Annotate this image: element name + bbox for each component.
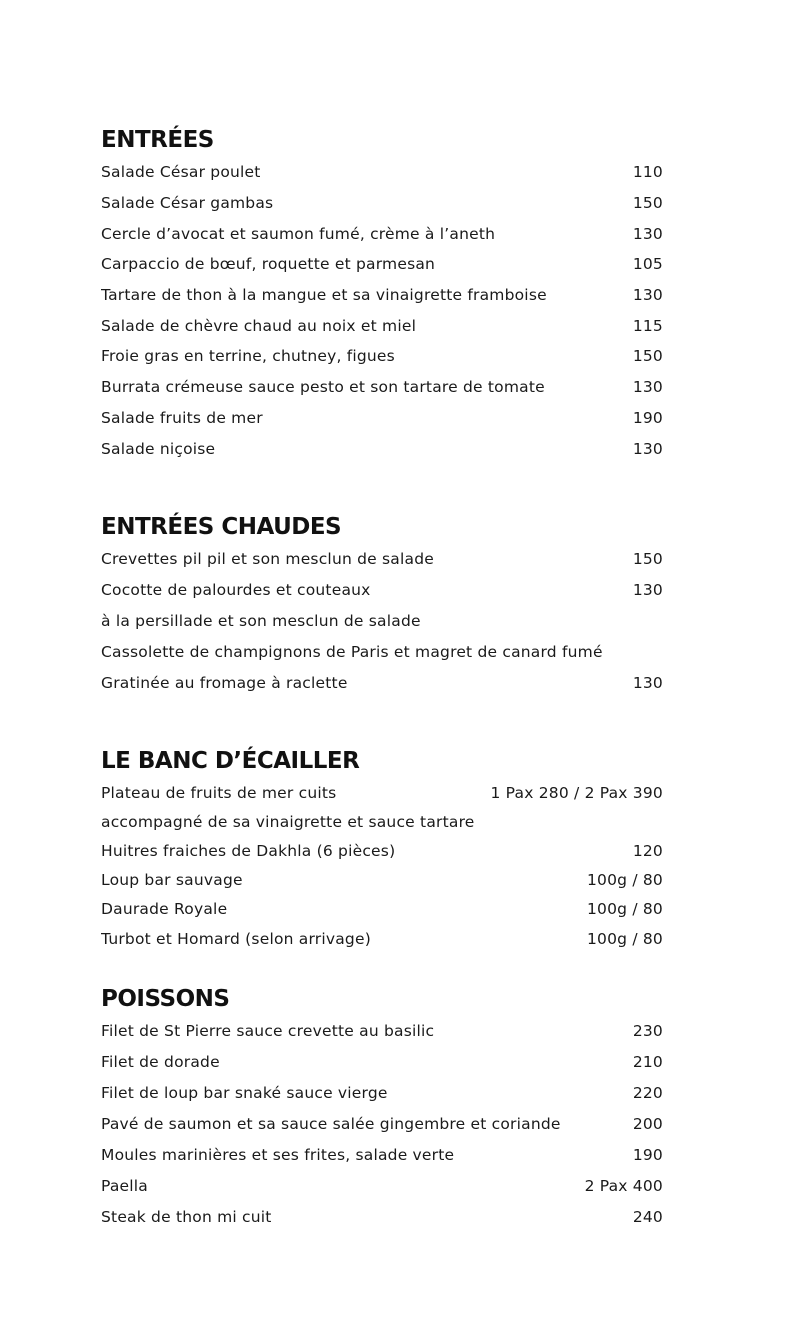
menu-item	[101, 1078, 663, 1109]
menu-item	[101, 924, 663, 953]
item-name: Salade César poulet	[101, 163, 261, 182]
item-name: Plateau de fruits de mer cuits	[101, 783, 337, 802]
menu-item	[101, 668, 663, 699]
item-name: Salade niçoise	[101, 439, 216, 458]
menu-item	[101, 188, 663, 219]
item-name: Froie gras en terrine, chutney, figues	[101, 347, 395, 366]
menu-item	[101, 372, 663, 403]
item-name: à la persillade et son mesclun de salade	[101, 612, 421, 631]
item-price: 230	[632, 1022, 663, 1041]
item-price: 100g / 80	[586, 929, 663, 948]
item-price: 220	[632, 1084, 663, 1103]
item-name: Pavé de saumon et sa sauce salée gingembre et coriande	[101, 1115, 561, 1134]
item-price: 130	[632, 674, 663, 692]
item-name: Salade César gambas	[101, 194, 274, 213]
section-title-banc-ecailler: LE BANC D’ÉCAILLER	[101, 748, 360, 774]
item-name: Moules marinières et ses frites, salade verte	[101, 1146, 455, 1164]
section-title-poissons: POISSONS	[101, 986, 230, 1012]
item-price: 1 Pax 280 / 2 Pax 390	[490, 783, 663, 802]
menu-item	[101, 1016, 663, 1047]
item-price: 150	[632, 194, 663, 213]
menu-item	[101, 433, 663, 464]
item-name: Burrata crémeuse sauce pesto et son tartare de tomate	[101, 378, 545, 397]
item-name: Gratinée au fromage à raclette	[101, 674, 348, 692]
menu-item	[101, 157, 663, 188]
item-name: Paella	[101, 1176, 148, 1195]
menu-item	[101, 1201, 663, 1232]
item-price: 150	[632, 347, 663, 366]
item-price: 2 Pax 400	[584, 1176, 663, 1195]
item-price: 210	[632, 1053, 663, 1072]
item-name: Cocotte de palourdes et couteaux	[101, 581, 371, 600]
section-banc-ecailler	[101, 744, 663, 953]
item-name: Tartare de thon à la mangue et sa vinaigrette framboise	[101, 286, 547, 305]
menu-item	[101, 1047, 663, 1078]
item-price: 100g / 80	[586, 871, 663, 890]
menu-item	[101, 544, 663, 575]
menu-item	[101, 1140, 663, 1171]
menu-item	[101, 778, 663, 807]
item-price: 200	[632, 1115, 663, 1134]
item-name: Daurade Royale	[101, 900, 228, 919]
item-price: 105	[632, 255, 663, 274]
item-name: Filet de St Pierre sauce crevette au basilic	[101, 1022, 435, 1041]
menu-item	[101, 895, 663, 924]
section-entrees	[101, 123, 663, 464]
item-price: 240	[632, 1207, 663, 1226]
menu-item	[101, 403, 663, 434]
menu-item	[101, 637, 663, 668]
item-name: Carpaccio de bœuf, roquette et parmesan	[101, 255, 436, 274]
item-name: Loup bar sauvage	[101, 871, 243, 890]
menu-item	[101, 1170, 663, 1201]
item-name: Cercle d’avocat et saumon fumé, crème à l’aneth	[101, 224, 496, 243]
item-price: 130	[632, 581, 663, 600]
menu-item	[101, 1109, 663, 1140]
menu-item	[101, 218, 663, 249]
menu-item	[101, 575, 663, 606]
item-name: Turbot et Homard (selon arrivage)	[101, 929, 371, 948]
item-price: 115	[632, 316, 663, 335]
menu-item	[101, 310, 663, 341]
menu-item	[101, 341, 663, 372]
item-name: accompagné de sa vinaigrette et sauce tartare	[101, 812, 475, 831]
item-name: Salade fruits de mer	[101, 408, 263, 427]
item-price: 110	[632, 163, 663, 182]
menu-item	[101, 249, 663, 280]
item-price: 130	[632, 378, 663, 397]
item-price: 130	[632, 286, 663, 305]
item-price: 190	[632, 1146, 663, 1164]
menu-item	[101, 606, 663, 637]
menu-item	[101, 836, 663, 865]
item-price: 100g / 80	[586, 900, 663, 919]
menu-item	[101, 280, 663, 311]
menu-item	[101, 807, 663, 836]
item-name: Huitres fraiches de Dakhla (6 pièces)	[101, 841, 396, 860]
item-name: Crevettes pil pil et son mesclun de salade	[101, 550, 434, 569]
item-name: Cassolette de champignons de Paris et magret de canard fumé	[101, 643, 603, 662]
section-title-entrees-chaudes: ENTRÉES CHAUDES	[101, 514, 342, 540]
item-price: 130	[632, 439, 663, 458]
menu-item	[101, 866, 663, 895]
item-price: 120	[632, 841, 663, 860]
item-name: Salade de chèvre chaud au noix et miel	[101, 316, 417, 335]
item-price: 190	[632, 408, 663, 427]
item-name: Filet de dorade	[101, 1053, 220, 1072]
section-poissons	[101, 982, 663, 1232]
section-title-entrees: ENTRÉES	[101, 127, 214, 153]
item-price: 150	[632, 550, 663, 569]
item-name: Steak de thon mi cuit	[101, 1207, 272, 1226]
item-price: 130	[632, 224, 663, 243]
item-name: Filet de loup bar snaké sauce vierge	[101, 1084, 388, 1103]
section-entrees-chaudes	[101, 510, 663, 698]
